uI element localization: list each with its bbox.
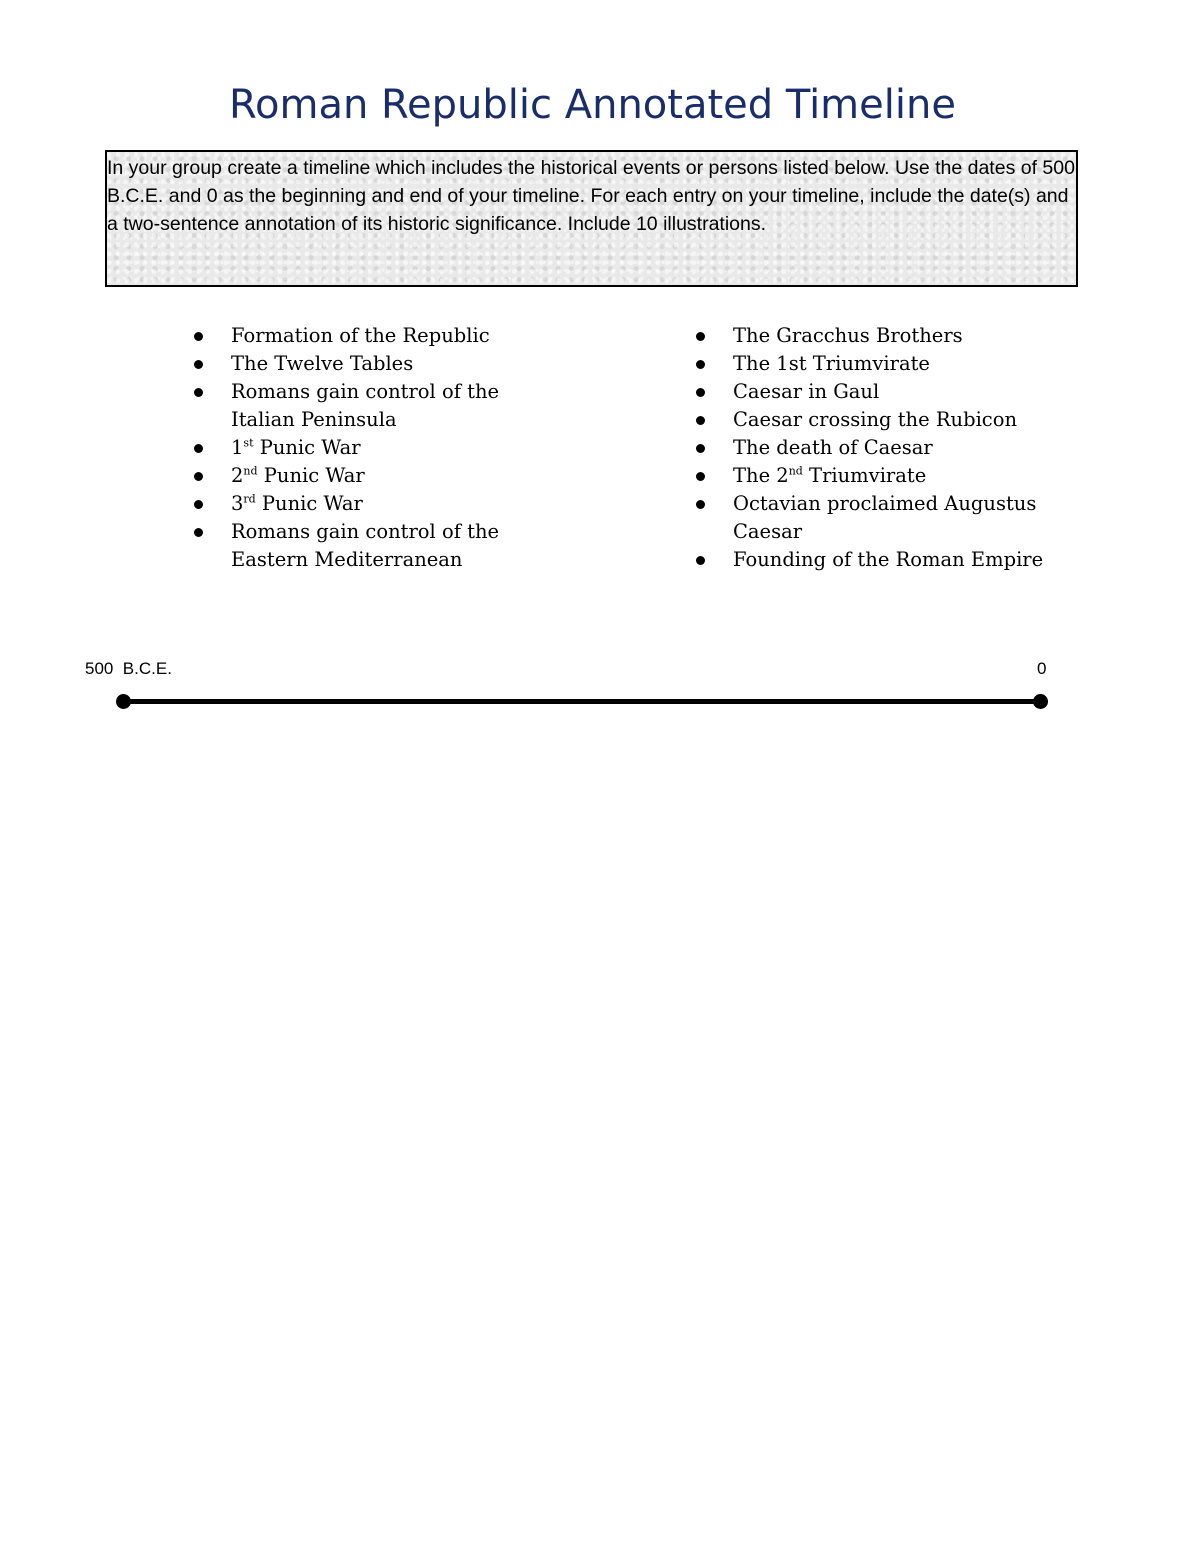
list-item-ordinal-suffix: st xyxy=(243,436,254,450)
list-item-text: Caesar in Gaul xyxy=(733,380,880,403)
list-item xyxy=(733,434,1173,462)
events-list-left xyxy=(231,322,661,574)
bullet-icon xyxy=(194,388,203,397)
instructions-text: In your group create a timeline which includes the historical events or persons listed below. Use the dates of 500 B.C.E. and 0 as the beginning and end of your timeline. For each entry on your timeline, include the date(s) and a two-sentence annotation of its historic significance. Include 10 illustrations. xyxy=(107,157,1075,235)
list-item-text: The 1st Triumvirate xyxy=(733,352,930,375)
bullet-icon xyxy=(194,472,203,481)
bullet-icon xyxy=(194,500,203,509)
list-item-text: Punic War xyxy=(257,464,365,487)
bullet-icon xyxy=(194,444,203,453)
list-item-text: The Gracchus Brothers xyxy=(733,324,963,347)
bullet-icon xyxy=(696,416,705,425)
bullet-icon xyxy=(696,332,705,341)
list-item-ordinal-suffix: rd xyxy=(243,492,256,506)
list-item-ordinal: 1 xyxy=(231,436,244,459)
list-item xyxy=(231,378,661,434)
list-item xyxy=(231,350,661,378)
instructions-box xyxy=(105,150,1078,287)
bullet-icon xyxy=(696,388,705,397)
list-item-text: Octavian proclaimed Augustus xyxy=(733,492,1037,515)
list-item xyxy=(733,378,1173,406)
list-item-text: The 2 xyxy=(733,464,789,487)
bullet-icon xyxy=(696,444,705,453)
list-item xyxy=(231,518,661,574)
list-item-text: The death of Caesar xyxy=(733,436,933,459)
list-item xyxy=(733,350,1173,378)
list-item xyxy=(733,546,1173,574)
list-item-text: Caesar crossing the Rubicon xyxy=(733,408,1018,431)
list-item xyxy=(231,462,661,490)
list-item-text-continued: Italian Peninsula xyxy=(231,408,397,431)
list-item xyxy=(733,490,1173,546)
bullet-icon xyxy=(194,528,203,537)
bullet-icon xyxy=(696,500,705,509)
list-item-text: Romans gain control of the xyxy=(231,380,500,403)
timeline-line xyxy=(124,699,1041,704)
list-item xyxy=(733,462,1173,490)
list-item-ordinal-suffix: nd xyxy=(243,464,258,478)
events-list-right xyxy=(733,322,1173,574)
list-item-text: Punic War xyxy=(253,436,361,459)
bullet-icon xyxy=(194,332,203,341)
list-item-text-continued: Eastern Mediterranean xyxy=(231,548,463,571)
list-item-text-continued: Caesar xyxy=(733,520,803,543)
timeline-start-label: 500 B.C.E. xyxy=(85,659,172,678)
bullet-icon xyxy=(696,556,705,565)
list-item-text: The Twelve Tables xyxy=(231,352,414,375)
bullet-icon xyxy=(696,360,705,369)
list-item xyxy=(231,490,661,518)
list-item xyxy=(231,434,661,462)
list-item xyxy=(733,406,1173,434)
list-item-text: Founding of the Roman Empire xyxy=(733,548,1044,571)
timeline-end-point xyxy=(1033,694,1048,709)
list-item-text: Romans gain control of the xyxy=(231,520,500,543)
timeline-end-label: 0 xyxy=(1037,659,1047,678)
list-item-text: Formation of the Republic xyxy=(231,324,490,347)
bullet-icon xyxy=(194,360,203,369)
list-item xyxy=(733,322,1173,350)
list-item xyxy=(231,322,661,350)
list-item-text-rest: Triumvirate xyxy=(802,464,927,487)
list-item-ordinal: 2 xyxy=(231,464,244,487)
list-item-ordinal-suffix: nd xyxy=(788,464,803,478)
list-item-text: Punic War xyxy=(255,492,363,515)
list-item-ordinal: 3 xyxy=(231,492,244,515)
timeline-start-point xyxy=(116,694,131,709)
page-title: Roman Republic Annotated Timeline xyxy=(229,82,956,128)
bullet-icon xyxy=(696,472,705,481)
